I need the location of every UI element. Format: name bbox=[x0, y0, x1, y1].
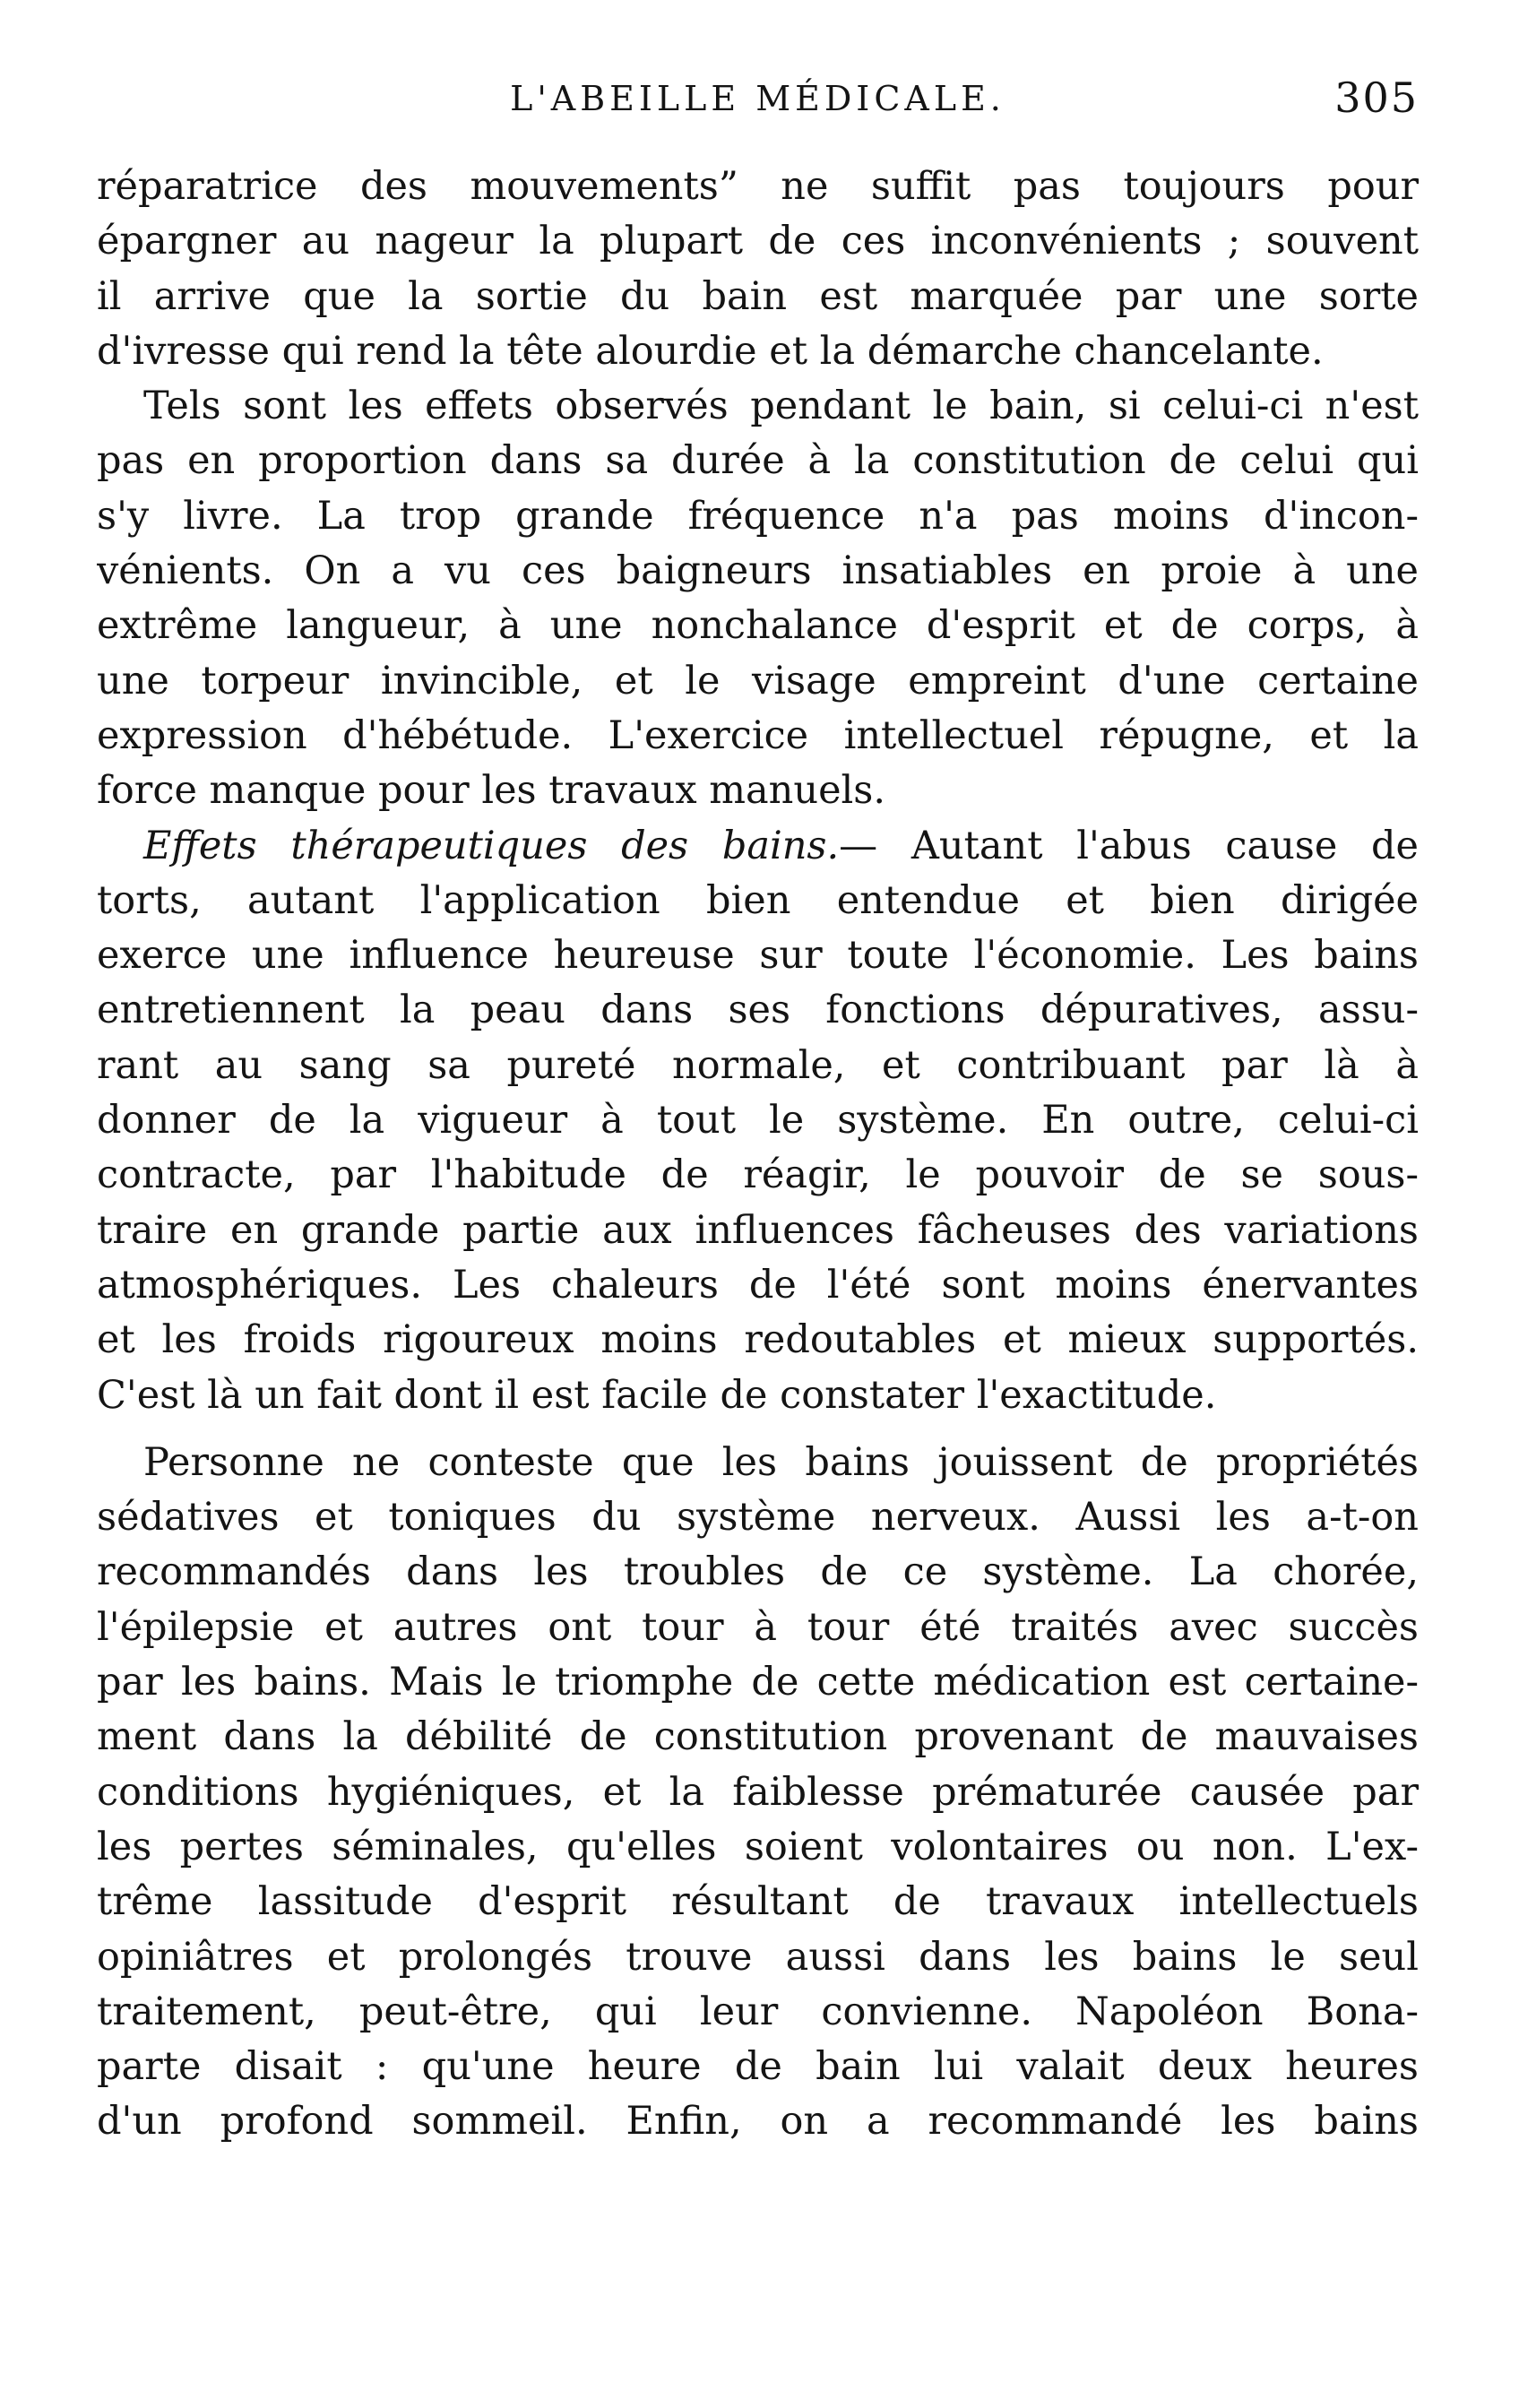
text-line: Tels sont les effets observés pendant le bain, si celui-ci n'est bbox=[143, 384, 1419, 429]
text-line: torts, autant l'application bien entendue et bien dirigée bbox=[97, 877, 1419, 923]
text-line: rant au sang sa pureté normale, et contribuant par là à bbox=[97, 1042, 1419, 1088]
text-line: pas en proportion dans sa durée à la constitution de celui qui bbox=[97, 438, 1419, 484]
text-line: entretiennent la peau dans ses fonctions dépuratives, assu- bbox=[97, 988, 1419, 1033]
text-line: parte disait : qu'une heure de bain lui valait deux heures bbox=[97, 2044, 1419, 2090]
text-line: exerce une influence heureuse sur toute l'économie. Les bains bbox=[97, 933, 1419, 979]
text-line: par les bains. Mais le triomphe de cette médication est certaine- bbox=[97, 1660, 1419, 1705]
text-line: force manque pour les travaux manuels. bbox=[97, 768, 886, 814]
text-line: épargner au nageur la plupart de ces inconvénients ; souvent bbox=[97, 219, 1419, 264]
page-number: 305 bbox=[1334, 73, 1419, 122]
paragraph bbox=[97, 1436, 1419, 2150]
running-title: L'ABEILLE MÉDICALE. bbox=[510, 79, 1005, 118]
text-line: C'est là un fait dont il est facile de constater l'exactitude. bbox=[97, 1372, 1217, 1418]
text-line: contracte, par l'habitude de réagir, le pouvoir de se sous- bbox=[97, 1152, 1419, 1198]
text-line: d'ivresse qui rend la tête alourdie et la démarche chancelante. bbox=[97, 328, 1324, 374]
page-header bbox=[97, 73, 1419, 133]
text-line: réparatrice des mouvements” ne suffit pas toujours pour bbox=[97, 164, 1419, 209]
text-line: vénients. On a vu ces baigneurs insatiables en proie à une bbox=[97, 548, 1419, 594]
heading-line-rest: — Autant l'abus cause de bbox=[839, 823, 1419, 868]
section-heading: Effets thérapeutiques des bains. bbox=[143, 823, 840, 868]
body-text bbox=[97, 160, 1419, 2150]
text-line: traitement, peut-être, qui leur convienne. Napoléon Bona- bbox=[97, 1989, 1419, 2034]
text-line: s'y livre. La trop grande fréquence n'a pas moins d'incon- bbox=[97, 493, 1419, 539]
text-line: atmosphériques. Les chaleurs de l'été sont moins énervantes bbox=[97, 1262, 1419, 1308]
paragraph bbox=[97, 379, 1419, 818]
text-line: les pertes séminales, qu'elles soient volontaires ou non. L'ex- bbox=[97, 1824, 1419, 1869]
text-line: une torpeur invincible, et le visage empreint d'une certaine bbox=[97, 658, 1419, 703]
text-line: et les froids rigoureux moins redoutables et mieux supportés. bbox=[97, 1317, 1419, 1363]
text-line: il arrive que la sortie du bain est marquée par une sorte bbox=[97, 273, 1419, 319]
text-line: traire en grande partie aux influences fâcheuses des variations bbox=[97, 1207, 1419, 1253]
text-line bbox=[97, 819, 1419, 874]
text-line: recommandés dans les troubles de ce système. La chorée, bbox=[97, 1549, 1419, 1595]
text-line: expression d'hébétude. L'exercice intellectuel répugne, et la bbox=[97, 712, 1419, 758]
text-line: conditions hygiéniques, et la faiblesse prématurée causée par bbox=[97, 1769, 1419, 1815]
paragraph-gap bbox=[97, 1423, 1419, 1436]
paragraph bbox=[97, 160, 1419, 379]
text-line: donner de la vigueur à tout le système. En outre, celui-ci bbox=[97, 1098, 1419, 1144]
text-line: Personne ne conteste que les bains jouissent de propriétés bbox=[143, 1439, 1419, 1485]
text-line: opiniâtres et prolongés trouve aussi dans les bains le seul bbox=[97, 1934, 1419, 1980]
text-line: trême lassitude d'esprit résultant de travaux intellectuels bbox=[97, 1879, 1419, 1925]
text-line: ment dans la débilité de constitution provenant de mauvaises bbox=[97, 1714, 1419, 1760]
text-line: d'un profond sommeil. Enfin, on a recommandé les bains bbox=[97, 2099, 1419, 2145]
text-line: sédatives et toniques du système nerveux. Aussi les a-t-on bbox=[97, 1495, 1419, 1541]
text-line: l'épilepsie et autres ont tour à tour été traités avec succès bbox=[97, 1604, 1419, 1650]
text-line: extrême langueur, à une nonchalance d'esprit et de corps, à bbox=[97, 603, 1419, 649]
paragraph bbox=[97, 819, 1419, 1423]
